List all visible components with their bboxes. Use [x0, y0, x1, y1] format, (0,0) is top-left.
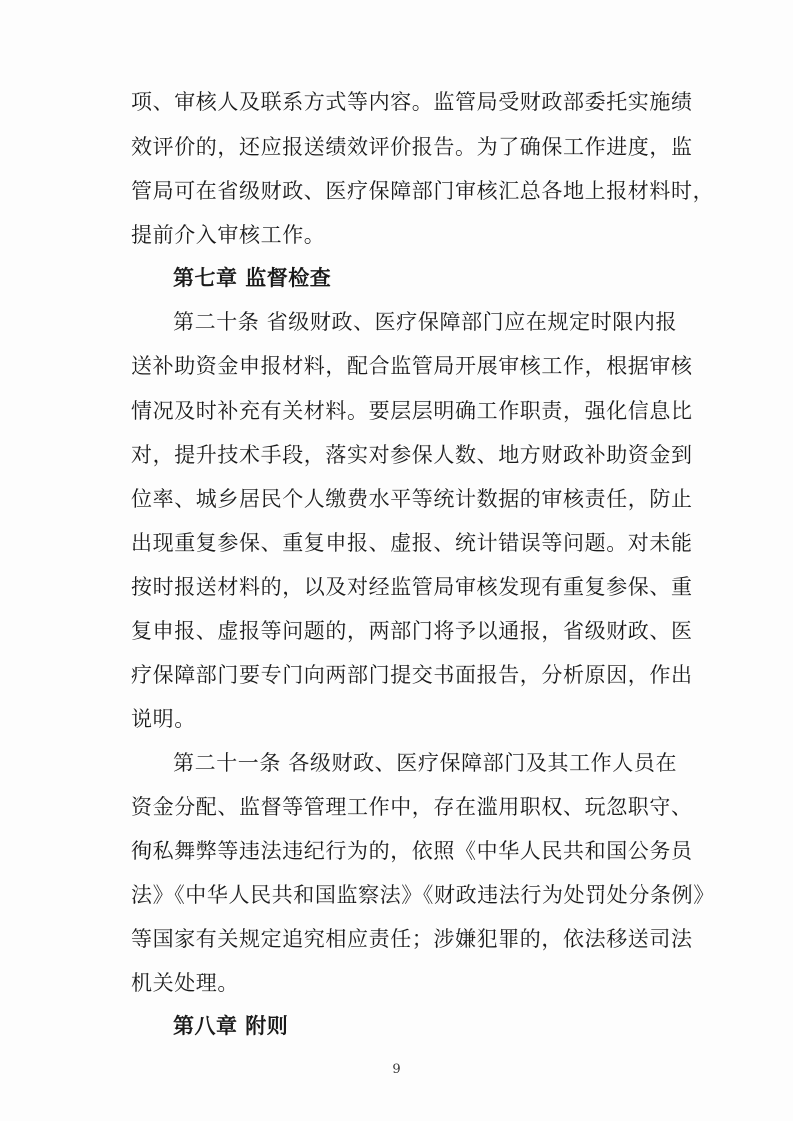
article-21-line: 第二十一条 各级财政、医疗保障部门及其工作人员在 [173, 751, 678, 775]
article-21-line: 资金分配、监督等管理工作中，存在滥用职权、玩忽职守、 [131, 795, 693, 819]
article-20-line: 送补助资金申报材料，配合监管局开展审核工作，根据审核 [131, 354, 693, 378]
article-20-line: 说明。 [131, 707, 196, 731]
paragraph-line: 效评价的，还应报送绩效评价报告。为了确保工作进度，监 [131, 135, 693, 159]
article-20-line: 对，提升技术手段，落实对参保人数、地方财政补助资金到 [131, 443, 693, 467]
article-20-line: 出现重复参保、重复申报、虚报、统计错误等问题。对未能 [131, 531, 693, 555]
article-21-line: 徇私舞弊等违法违纪行为的，依照《中华人民共和国公务员 [131, 839, 693, 863]
page-number: 9 [392, 1062, 401, 1077]
article-20-line: 情况及时补充有关材料。要层层明确工作职责，强化信息比 [131, 399, 693, 423]
article-21-line: 等国家有关规定追究相应责任；涉嫌犯罪的，依法移送司法 [131, 927, 693, 951]
article-21-line: 法》《中华人民共和国监察法》《财政违法行为处罚处分条例》 [131, 883, 715, 907]
article-20-line: 疗保障部门要专门向两部门提交书面报告，分析原因，作出 [131, 663, 693, 687]
article-20-line: 复申报、虚报等问题的，两部门将予以通报，省级财政、医 [131, 619, 693, 643]
chapter-7-heading: 第七章 监督检查 [173, 266, 332, 290]
paragraph-line: 提前介入审核工作。 [131, 223, 326, 247]
article-20-line: 位率、城乡居民个人缴费水平等统计数据的审核责任，防止 [131, 487, 693, 511]
article-21-line: 机关处理。 [131, 971, 239, 995]
paragraph-line: 管局可在省级财政、医疗保障部门审核汇总各地上报材料时， [131, 179, 715, 203]
article-20-line: 按时报送材料的，以及对经监管局审核发现有重复参保、重 [131, 575, 693, 599]
paragraph-line: 项、审核人及联系方式等内容。监管局受财政部委托实施绩 [131, 90, 693, 114]
article-20-line: 第二十条 省级财政、医疗保障部门应在规定时限内报 [173, 310, 678, 334]
chapter-8-heading: 第八章 附则 [173, 1014, 289, 1038]
